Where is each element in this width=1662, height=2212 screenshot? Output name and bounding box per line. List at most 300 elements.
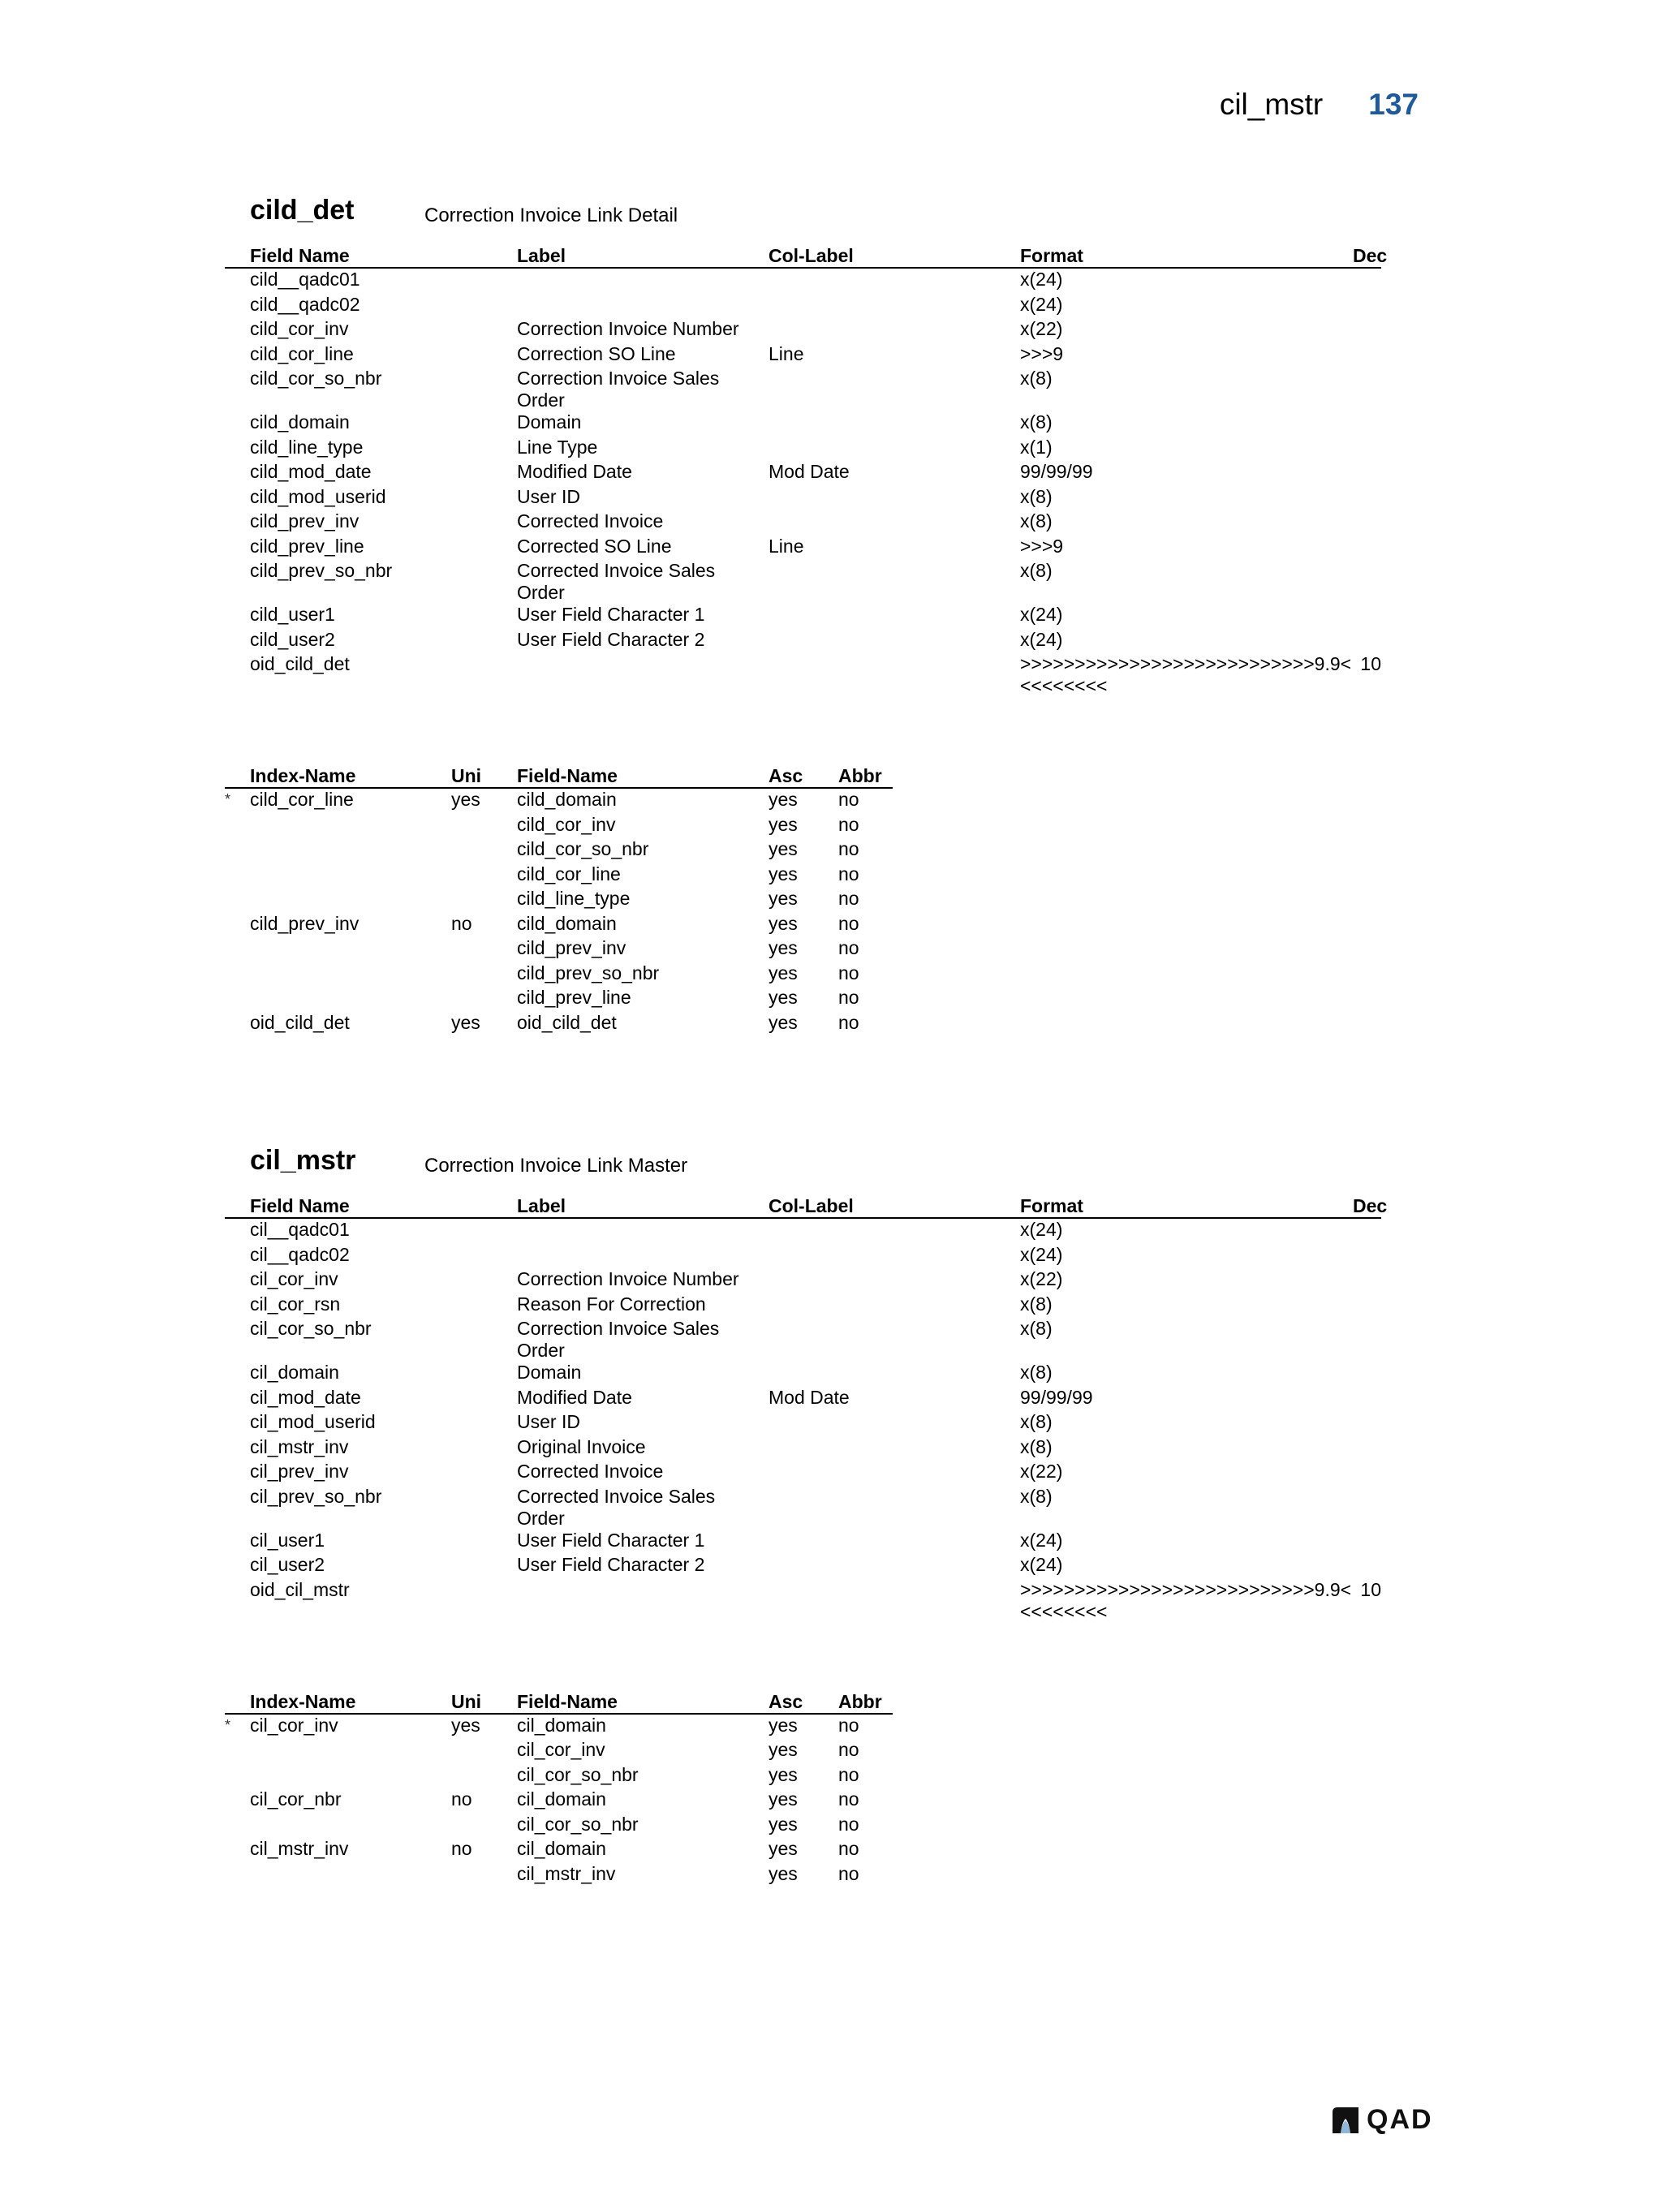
field-dec [1353, 1530, 1381, 1555]
field-format: x(24) [1020, 269, 1063, 290]
field-format: x(8) [1020, 1293, 1053, 1315]
table-row [225, 318, 1381, 343]
index-asc: yes [769, 1788, 798, 1810]
table-row [225, 1764, 893, 1789]
field-label: Correction SO Line [517, 342, 676, 364]
field-dec [1353, 1244, 1381, 1269]
field-name: oid_cil_mstr [250, 1578, 350, 1600]
field-label: Corrected Invoice Sales Order [517, 560, 716, 603]
table-row [225, 1293, 1381, 1319]
field-dec [1353, 1461, 1381, 1486]
field-format: x(22) [1020, 318, 1063, 339]
index-field-name: cild_cor_inv [517, 813, 616, 835]
field-label: Correction Invoice Sales Order [517, 368, 720, 411]
table-row [225, 937, 893, 962]
field-dec [1353, 1362, 1381, 1387]
field-col-label [769, 437, 1020, 462]
field-name: cil_user1 [250, 1529, 325, 1551]
index-abbr: no [838, 1862, 859, 1884]
row-marker [225, 653, 250, 697]
field-name: cild_cor_inv [250, 318, 349, 339]
table-row [225, 1387, 1381, 1412]
field-name: cild__qadc02 [250, 293, 360, 315]
field-col-label [769, 411, 1020, 437]
field-label: User Field Character 2 [517, 628, 705, 650]
field-format: 99/99/99 [1020, 461, 1093, 482]
field-dec [1353, 1554, 1381, 1579]
table-row [225, 1714, 893, 1740]
qad-logo [1331, 2104, 1433, 2136]
label-header: Label [517, 1195, 566, 1216]
field-dec: 10 [1360, 653, 1381, 674]
field-dec: 10 [1360, 1578, 1381, 1600]
index-asc: yes [769, 912, 798, 934]
abbr-header: Abbr [838, 1690, 882, 1712]
table-row [225, 653, 1381, 697]
field-format: x(8) [1020, 485, 1053, 507]
field-format: x(8) [1020, 560, 1053, 581]
index-field-name: cil_cor_so_nbr [517, 1763, 639, 1785]
field-format: >>>9 [1020, 342, 1064, 364]
field-col-label [769, 510, 1020, 536]
index-unique: no [451, 912, 472, 934]
index-unique: yes [451, 1714, 480, 1736]
field-name: cil_cor_rsn [250, 1293, 341, 1315]
primary-index-marker [225, 937, 250, 962]
index-unique [451, 987, 517, 1012]
index-unique [451, 1814, 517, 1839]
field-dec [1353, 411, 1381, 437]
row-marker [225, 1530, 250, 1555]
table-row [225, 461, 1381, 486]
index-asc: yes [769, 1763, 798, 1785]
field-name: cil_mstr_inv [250, 1435, 349, 1457]
table-row [225, 1530, 1381, 1555]
row-marker [225, 486, 250, 511]
field-dec [1353, 1293, 1381, 1319]
index-name: cil_cor_inv [250, 1714, 338, 1736]
primary-index-marker [225, 1788, 250, 1814]
index-field-name: cil_domain [517, 1714, 606, 1736]
table-name: cild_det [250, 195, 355, 226]
table-row [225, 913, 893, 938]
field-dec [1353, 1218, 1381, 1244]
index-field-name: cild_prev_line [517, 987, 631, 1008]
index-abbr: no [838, 937, 859, 958]
table-row [225, 1012, 893, 1037]
field-col-label [769, 653, 1020, 697]
table-row [225, 1814, 893, 1839]
field-col-label: Line [769, 535, 804, 557]
primary-index-marker: * [225, 1716, 231, 1733]
table-row [225, 343, 1381, 368]
table-row [225, 536, 1381, 561]
index-abbr: no [838, 987, 859, 1008]
page-number: 137 [1368, 88, 1419, 121]
field-col-label [769, 368, 1020, 411]
field-name: cil_prev_inv [250, 1461, 349, 1482]
table-row [225, 368, 1381, 411]
field-label: Correction Invoice Number [517, 1268, 739, 1289]
table-row [225, 1436, 1381, 1461]
table-row [225, 437, 1381, 462]
field-label [517, 1218, 769, 1244]
row-marker [225, 1411, 250, 1436]
index-abbr: no [838, 813, 859, 835]
row-marker [225, 1387, 250, 1412]
field-label: User ID [517, 485, 580, 507]
table-row [225, 863, 893, 889]
field-name: cil_cor_so_nbr [250, 1318, 372, 1339]
index-abbr: no [838, 1788, 859, 1810]
index-name [250, 1739, 451, 1764]
field-name: cild_line_type [250, 436, 364, 458]
marker-column-header [225, 240, 250, 268]
index-asc: yes [769, 987, 798, 1008]
field-rows [225, 268, 1381, 697]
field-dec [1353, 318, 1381, 343]
index-asc: yes [769, 838, 798, 859]
row-marker [225, 629, 250, 654]
row-marker [225, 604, 250, 629]
field-format: >>>>>>>>>>>>>>>>>>>>>>>>>>>9.9<<<<<<<<< [1020, 653, 1352, 696]
col-label-header: Col-Label [769, 245, 854, 266]
table-description: Correction Invoice Link Master [424, 1155, 688, 1177]
field-dec [1353, 1436, 1381, 1461]
field-label [517, 1579, 769, 1623]
row-marker [225, 560, 250, 604]
index-table [225, 1686, 893, 1888]
field-format: x(24) [1020, 1554, 1063, 1575]
field-dec [1353, 1486, 1381, 1530]
index-abbr: no [838, 1011, 859, 1033]
dec-header: Dec [1353, 245, 1388, 266]
table-row [225, 1554, 1381, 1579]
row-marker [225, 1318, 250, 1362]
index-asc: yes [769, 962, 798, 983]
field-dec [1353, 1387, 1381, 1412]
index-unique [451, 888, 517, 913]
field-col-label [769, 1461, 1020, 1486]
primary-index-marker [225, 863, 250, 889]
table-description: Correction Invoice Link Detail [424, 204, 678, 226]
index-unique [451, 1764, 517, 1789]
field-format: x(24) [1020, 628, 1063, 650]
table-row [225, 268, 1381, 294]
field-name: cild_mod_userid [250, 485, 386, 507]
field-name: cild_prev_line [250, 535, 364, 557]
index-field-name: cil_domain [517, 1838, 606, 1859]
field-dec [1353, 1318, 1381, 1362]
field-format: x(8) [1020, 1485, 1053, 1507]
field-name-header: Field Name [250, 1195, 350, 1216]
index-field-name-header: Field-Name [517, 765, 618, 786]
index-name [250, 1814, 451, 1839]
table-row [225, 486, 1381, 511]
field-label: Corrected Invoice [517, 510, 664, 531]
field-name-header: Field Name [250, 245, 350, 266]
index-abbr: no [838, 962, 859, 983]
section-title [225, 188, 1381, 240]
field-col-label [769, 318, 1020, 343]
index-abbr: no [838, 1739, 859, 1760]
field-dec [1353, 486, 1381, 511]
primary-index-marker [225, 962, 250, 988]
uni-header: Uni [451, 765, 482, 786]
table-row [225, 1461, 1381, 1486]
row-marker [225, 1436, 250, 1461]
row-marker [225, 1218, 250, 1244]
field-label [517, 268, 769, 294]
index-field-name: cild_domain [517, 912, 617, 934]
table-row [225, 411, 1381, 437]
table-row [225, 1863, 893, 1888]
field-dec [1353, 536, 1381, 561]
running-header-title: cil_mstr [1219, 88, 1324, 121]
field-col-label [769, 1268, 1020, 1293]
index-unique [451, 962, 517, 988]
field-rows [225, 1218, 1381, 1623]
table-row [225, 1411, 1381, 1436]
field-name: cild_cor_so_nbr [250, 368, 382, 389]
index-name: cil_mstr_inv [250, 1838, 349, 1859]
field-col-label [769, 1218, 1020, 1244]
primary-index-marker [225, 987, 250, 1012]
index-unique [451, 937, 517, 962]
field-format: x(24) [1020, 604, 1063, 625]
index-asc: yes [769, 937, 798, 958]
primary-index-marker [225, 1814, 250, 1839]
field-name: cil__qadc02 [250, 1243, 350, 1265]
table-row [225, 510, 1381, 536]
index-asc: yes [769, 813, 798, 835]
field-col-label: Mod Date [769, 1386, 850, 1408]
index-asc: yes [769, 1714, 798, 1736]
uni-header: Uni [451, 1690, 482, 1712]
field-format: 99/99/99 [1020, 1386, 1093, 1408]
field-col-label [769, 629, 1020, 654]
field-col-label [769, 1293, 1020, 1319]
index-name: cil_cor_nbr [250, 1788, 342, 1810]
field-dec [1353, 461, 1381, 486]
field-label: Corrected Invoice [517, 1461, 664, 1482]
table-row [225, 987, 893, 1012]
field-label: Modified Date [517, 461, 632, 482]
field-label [517, 1244, 769, 1269]
field-label: Domain [517, 411, 582, 433]
row-marker [225, 1362, 250, 1387]
table-row [225, 814, 893, 839]
abbr-header: Abbr [838, 765, 882, 786]
field-col-label [769, 1579, 1020, 1623]
primary-index-marker [225, 913, 250, 938]
field-table [225, 240, 1388, 697]
index-asc: yes [769, 1838, 798, 1859]
field-label: Domain [517, 1362, 582, 1383]
table-row [225, 604, 1381, 629]
index-rows [225, 1714, 893, 1888]
field-col-label: Line [769, 342, 804, 364]
index-name [250, 814, 451, 839]
row-marker [225, 294, 250, 319]
field-dec [1353, 343, 1381, 368]
table-name: cil_mstr [250, 1145, 356, 1176]
table-row [225, 1244, 1381, 1269]
field-dec [1353, 560, 1381, 604]
index-unique [451, 1739, 517, 1764]
index-asc: yes [769, 863, 798, 884]
field-label [517, 653, 769, 697]
field-col-label [769, 1530, 1020, 1555]
field-name: cil_prev_so_nbr [250, 1485, 382, 1507]
index-field-name: cil_mstr_inv [517, 1862, 616, 1884]
row-marker [225, 1461, 250, 1486]
field-table-header [225, 1190, 1381, 1218]
field-label: Modified Date [517, 1386, 632, 1408]
index-name [250, 888, 451, 913]
field-label: User Field Character 1 [517, 604, 705, 625]
field-label: User Field Character 2 [517, 1554, 705, 1575]
primary-index-marker [225, 1764, 250, 1789]
field-col-label [769, 1244, 1020, 1269]
index-name [250, 937, 451, 962]
row-marker [225, 1293, 250, 1319]
field-dec [1353, 1268, 1381, 1293]
field-dec [1353, 1411, 1381, 1436]
field-label: Corrected SO Line [517, 535, 672, 557]
index-abbr: no [838, 838, 859, 859]
index-field-name: cil_domain [517, 1788, 606, 1810]
index-field-name: cild_cor_so_nbr [517, 838, 649, 859]
field-format: x(8) [1020, 1435, 1053, 1457]
table-row [225, 1788, 893, 1814]
primary-index-marker: * [225, 791, 231, 807]
field-format: >>>>>>>>>>>>>>>>>>>>>>>>>>>9.9<<<<<<<<< [1020, 1578, 1352, 1622]
field-name: cild_prev_so_nbr [250, 560, 393, 581]
table-row [225, 1268, 1381, 1293]
field-dec [1353, 368, 1381, 411]
field-format: >>>9 [1020, 535, 1064, 557]
field-name: cil_mod_userid [250, 1411, 376, 1432]
index-name [250, 1764, 451, 1789]
table-row [225, 1318, 1381, 1362]
marker-column-header [225, 1190, 250, 1218]
field-format: x(22) [1020, 1268, 1063, 1289]
index-abbr: no [838, 1838, 859, 1859]
page-header [1220, 88, 1419, 122]
field-name: cild_mod_date [250, 461, 372, 482]
index-unique: no [451, 1788, 472, 1810]
marker-column-header [225, 760, 250, 788]
field-format: x(8) [1020, 368, 1053, 389]
section-title [225, 1138, 1381, 1190]
field-label [517, 294, 769, 319]
row-marker [225, 510, 250, 536]
index-unique: yes [451, 789, 480, 810]
index-field-name: cild_line_type [517, 888, 631, 909]
field-name: cil_mod_date [250, 1386, 361, 1408]
row-marker [225, 1554, 250, 1579]
index-name [250, 863, 451, 889]
index-table-header [225, 1686, 893, 1714]
field-format: x(8) [1020, 411, 1053, 433]
index-name [250, 962, 451, 988]
index-asc: yes [769, 789, 798, 810]
table-row [225, 1486, 1381, 1530]
index-abbr: no [838, 789, 859, 810]
table-section-cild-det [225, 188, 1388, 1036]
field-name: cil_cor_inv [250, 1268, 338, 1289]
table-row [225, 1218, 1381, 1244]
label-header: Label [517, 245, 566, 266]
table-row [225, 560, 1381, 604]
field-label: Line Type [517, 436, 598, 458]
row-marker [225, 1486, 250, 1530]
field-label: Correction Invoice Sales Order [517, 1318, 720, 1361]
index-field-name: cil_cor_so_nbr [517, 1813, 639, 1835]
row-marker [225, 536, 250, 561]
logo-text: QAD [1367, 2104, 1433, 2135]
asc-header: Asc [769, 765, 803, 786]
index-table [225, 760, 893, 1036]
table-row [225, 962, 893, 988]
index-asc: yes [769, 1011, 798, 1033]
index-unique: yes [451, 1011, 480, 1033]
index-name [250, 987, 451, 1012]
table-row [225, 629, 1381, 654]
field-format: x(24) [1020, 1529, 1063, 1551]
qad-logo-icon [1331, 2106, 1360, 2135]
col-label-header: Col-Label [769, 1195, 854, 1216]
row-marker [225, 1579, 250, 1623]
index-name: oid_cild_det [250, 1011, 350, 1033]
index-unique [451, 1863, 517, 1888]
index-name-header: Index-Name [250, 765, 356, 786]
field-table [225, 1190, 1388, 1623]
field-format: x(24) [1020, 1219, 1063, 1240]
table-row [225, 1362, 1381, 1387]
index-field-name-header: Field-Name [517, 1690, 618, 1712]
index-field-name: cild_prev_inv [517, 937, 626, 958]
index-abbr: no [838, 888, 859, 909]
row-marker [225, 343, 250, 368]
table-row [225, 788, 893, 814]
index-abbr: no [838, 1714, 859, 1736]
dec-header: Dec [1353, 1195, 1388, 1216]
index-unique: no [451, 1838, 472, 1859]
field-name: cild_domain [250, 411, 350, 433]
field-format: x(1) [1020, 436, 1053, 458]
index-asc: yes [769, 888, 798, 909]
field-col-label: Mod Date [769, 461, 850, 482]
index-field-name: cild_cor_line [517, 863, 621, 884]
primary-index-marker [225, 1863, 250, 1888]
field-format: x(24) [1020, 1243, 1063, 1265]
field-format: x(22) [1020, 1461, 1063, 1482]
index-abbr: no [838, 1813, 859, 1835]
row-marker [225, 318, 250, 343]
row-marker [225, 368, 250, 411]
row-marker [225, 461, 250, 486]
index-name [250, 838, 451, 863]
field-label: Original Invoice [517, 1435, 646, 1457]
field-dec [1353, 604, 1381, 629]
format-header: Format [1020, 245, 1083, 266]
field-dec [1353, 268, 1381, 294]
index-unique [451, 814, 517, 839]
field-col-label [769, 1318, 1020, 1362]
primary-index-marker [225, 888, 250, 913]
